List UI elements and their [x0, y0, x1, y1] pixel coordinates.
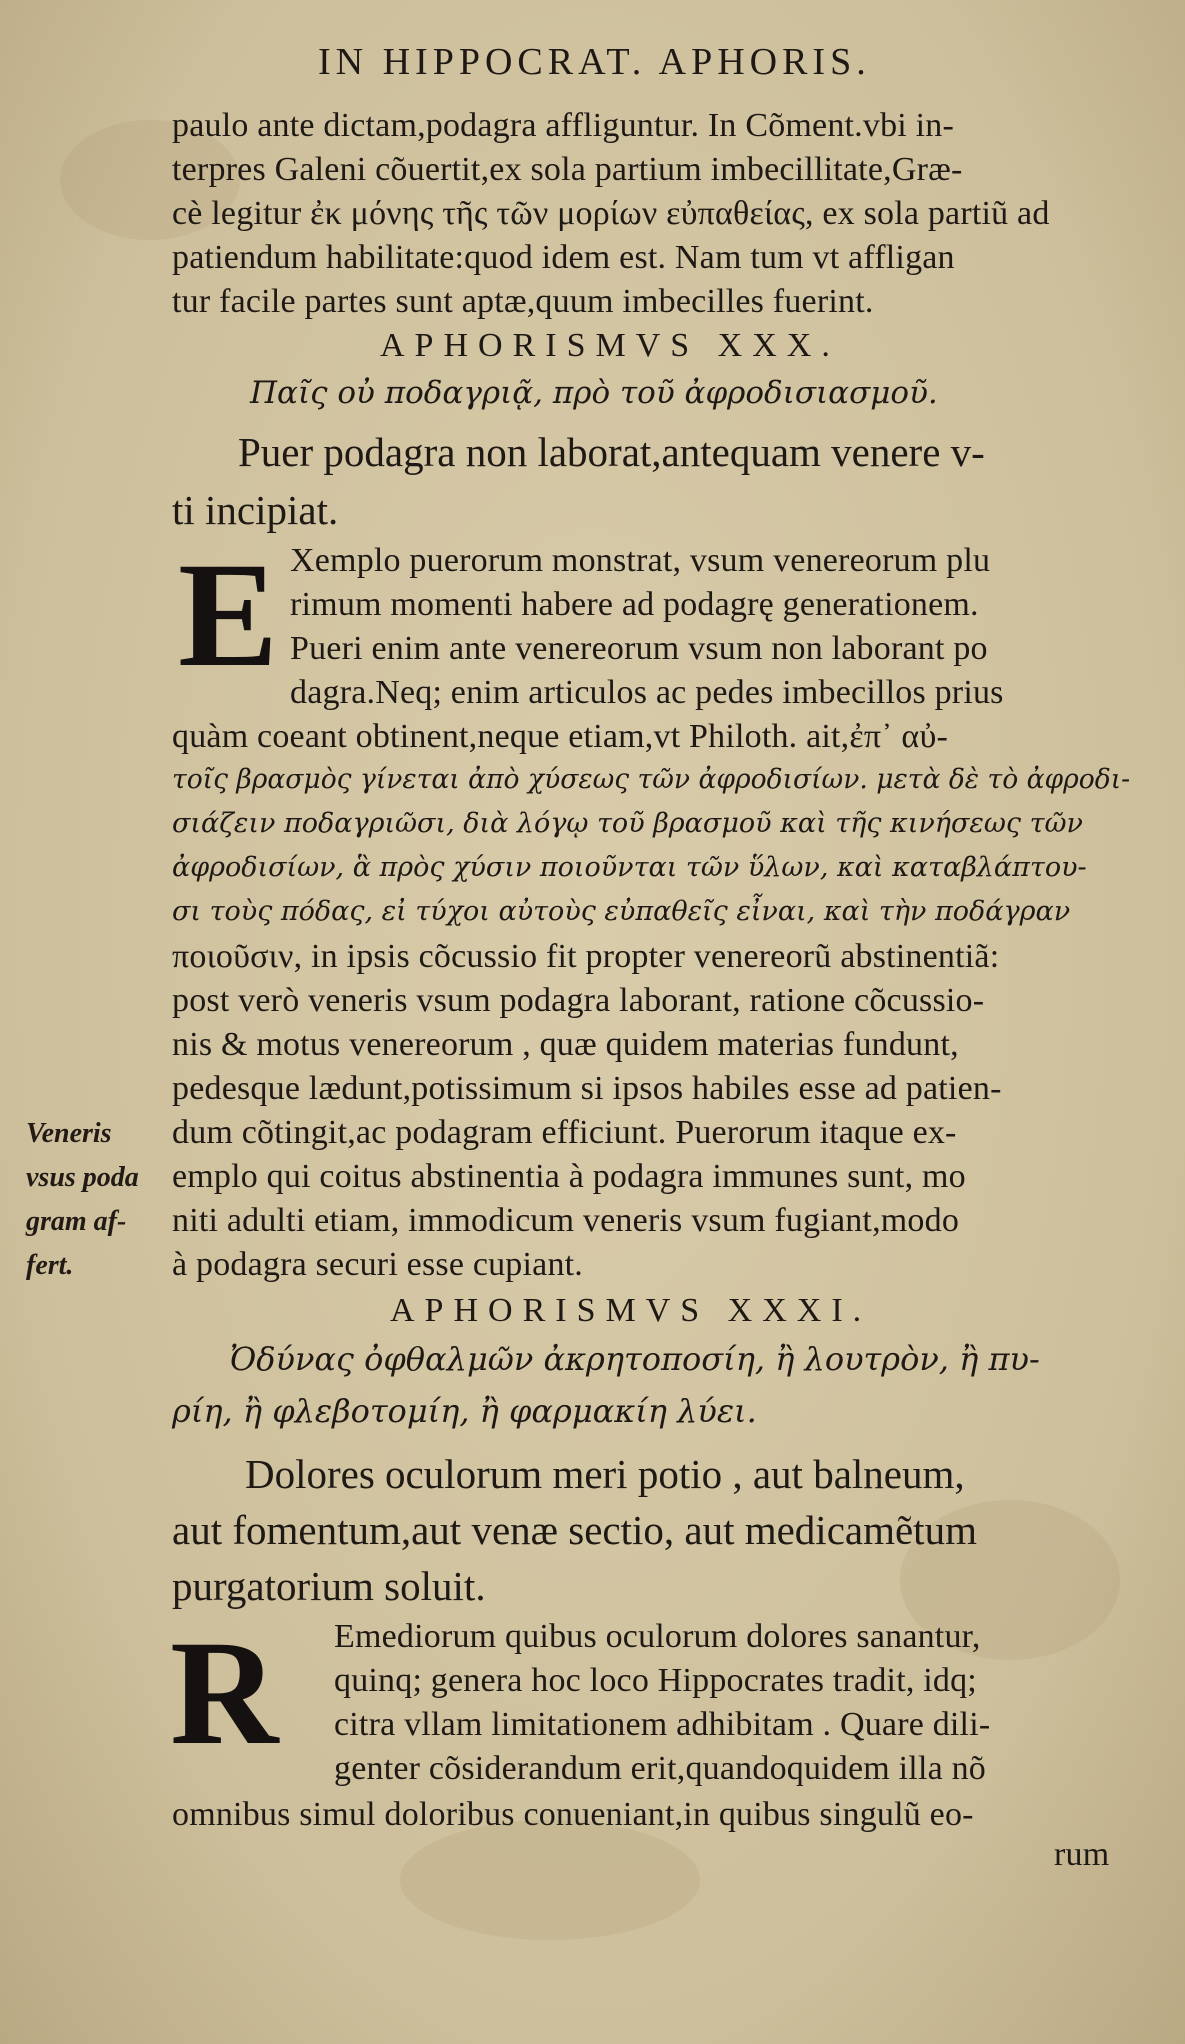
margin-note-line: gram af- — [26, 1206, 127, 1237]
aphorism-31-lemma-line: Dolores oculorum meri potio , aut balneum, — [245, 1451, 965, 1497]
text-line: Emediorum quibus oculorum dolores sanantur, — [334, 1618, 981, 1655]
running-header: IN HIPPOCRAT. APHORIS. — [318, 41, 871, 83]
drop-cap-r: R — [170, 1610, 279, 1776]
aphorism-30-greek: Παῖς οὐ ποδαγριᾷ, πρὸ τοῦ ἀφροδισιασμοῦ. — [250, 375, 938, 411]
text-line: quinq; genera hoc loco Hippocrates tradit, idq; — [334, 1662, 977, 1699]
text-line: genter cõsiderandum erit,quandoquidem illa nõ — [334, 1750, 986, 1787]
aphorism-31-lemma-line: purgatorium soluit. — [172, 1563, 486, 1609]
text-line: cè legitur ἐκ μόνης τῆς τῶν μορίων εὐπαθείας, ex sola partiũ ad — [172, 195, 1050, 232]
greek-line: τοῖς βρασμὸς γίνεται ἀπὸ χύσεως τῶν ἀφροδισίων. μετὰ δὲ τὸ ἀφροδι- — [172, 764, 1131, 795]
aphorism-31-heading: APHORISMVS XXXI. — [390, 1292, 872, 1329]
text-line: omnibus simul doloribus conueniant,in quibus singulũ eo- — [172, 1796, 974, 1833]
text-line: Pueri enim ante venereorum vsum non laborant po — [290, 630, 988, 667]
text-line: rimum momenti habere ad podagrę generationem. — [290, 586, 979, 623]
text-line: emplo qui coitus abstinentia à podagra immunes sunt, mo — [172, 1158, 966, 1195]
text-line: dagra.Neq; enim articulos ac pedes imbecillos prius — [290, 674, 1004, 711]
text-line: niti adulti etiam, immodicum veneris vsum fugiant,modo — [172, 1202, 960, 1239]
greek-line: ἀφροδισίων, ἃ πρὸς χύσιν ποιοῦνται τῶν ὕλων, καὶ καταβλάπτου- — [172, 852, 1087, 883]
aphorism-31-greek-line: ρίη, ἢ φλεβοτομίη, ἢ φαρμακίη λύει. — [172, 1392, 757, 1430]
text-line: nis & motus venereorum , quæ quidem materias fundunt, — [172, 1026, 959, 1063]
aphorism-30-lemma-line: Puer podagra non laborat,antequam venere v- — [238, 429, 985, 475]
text-line: post verò veneris vsum podagra laborant, ratione cõcussio- — [172, 982, 985, 1019]
text-line: ποιοῦσιν, in ipsis cõcussio fit propter venereorũ abstinentiã: — [172, 938, 1000, 975]
text-line: terpres Galeni cõuertit,ex sola partium imbecillitate,Græ- — [172, 151, 963, 188]
drop-cap-e: E — [178, 532, 279, 698]
margin-note-line: vsus poda — [26, 1162, 139, 1193]
text-line: patiendum habilitate:quod idem est. Nam tum vt affligan — [172, 239, 955, 276]
text-line: quàm coeant obtinent,neque etiam,vt Philoth. ait,ἐπ᾽ αὐ- — [172, 718, 949, 755]
aphorism-31-greek-line: Ὀδύνας ὀφθαλμῶν ἀκρητοποσίη, ἢ λουτρὸν, ἢ πυ- — [230, 1340, 1040, 1378]
margin-note-line: Veneris — [26, 1118, 112, 1149]
text-line: citra vllam limitationem adhibitam . Quare dili- — [334, 1706, 991, 1743]
greek-line: σιάζειν ποδαγριῶσι, διὰ λόγῳ τοῦ βρασμοῦ καὶ τῆς κινήσεως τῶν — [172, 808, 1083, 839]
aphorism-30-lemma-line: ti incipiat. — [172, 487, 339, 533]
text-line: Xemplo puerorum monstrat, vsum venereorum plu — [290, 542, 991, 579]
text-line: à podagra securi esse cupiant. — [172, 1246, 583, 1283]
aphorism-30-heading: APHORISMVS XXX. — [380, 327, 840, 364]
text-line: tur facile partes sunt aptæ,quum imbecilles fuerint. — [172, 283, 874, 320]
text-line: pedesque lædunt,potissimum si ipsos habiles esse ad patien- — [172, 1070, 1002, 1107]
greek-line: σι τοὺς πόδας, εἰ τύχοι αὐτοὺς εὐπαθεῖς εἶναι, καὶ τὴν ποδάγραν — [172, 896, 1071, 927]
aphorism-31-lemma-line: aut fomentum,aut venæ sectio, aut medicamẽtum — [172, 1507, 977, 1553]
text-line: paulo ante dictam,podagra affliguntur. In Cõment.vbi in- — [172, 107, 954, 144]
text-line: dum cõtingit,ac podagram efficiunt. Puerorum itaque ex- — [172, 1114, 957, 1151]
margin-note-line: fert. — [26, 1250, 74, 1281]
catchword: rum — [1054, 1836, 1110, 1873]
